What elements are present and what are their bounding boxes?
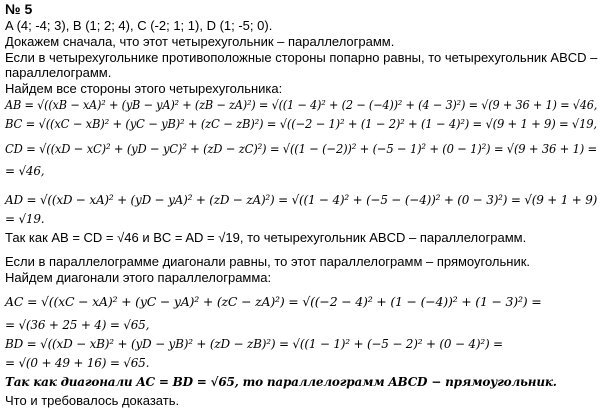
ac-result: = √(36 + 25 + 4) = √65, — [5, 318, 150, 332]
bd-formula: BD = √((xD − xB)² + (yD − yB)² + (zD − zB)²) = √((1 − 1)² + (−5 − 2)² + (0 − 4)²) = — [5, 337, 503, 351]
cd-formula: CD = √((xD − xC)² + (yD − yC)² + (zD − zC)²) = √((1 − (−2))² + (−5 − 1)² + (0 − 1)²) = √(9 + 36 + 1) = — [5, 141, 597, 156]
ad-result: = √19. — [5, 212, 45, 226]
problem-number: № 5 — [5, 1, 33, 17]
intro-line: Докажем сначала, что этот четырехугольник – параллелограмм. — [5, 34, 395, 49]
cd-result: = √46, — [5, 164, 45, 178]
final-line: Что и требовалось доказать. — [5, 393, 180, 408]
points-line: A (4; -4; 3), B (1; 2; 4), C (-2; 1; 1), D (1; -5; 0). — [5, 18, 273, 33]
ac-formula: AC = √((xC − xA)² + (yC − yA)² + (zC − zA)²) = √((−2 − 4)² + (1 − (−4))² + (1 − 3)²) = — [5, 294, 542, 309]
criterion-line-2: параллелограмм. — [5, 65, 112, 80]
ab-formula: AB = √((xB − xA)² + (yB − yA)² + (zB − zA)²) = √((1 − 4)² + (2 − (−4))² + (4 − 3)²) = √(9 + 36 + 1) = √46, — [5, 98, 598, 112]
bd-result: = √(0 + 49 + 16) = √65. — [5, 356, 150, 370]
sides-heading: Найдем все стороны этого четырехугольника: — [5, 81, 283, 96]
diagonal-condition: Если в параллелограмме диагонали равны, то этот параллелограмм – прямоугольник. — [5, 254, 531, 269]
diagonal-heading: Найдем диагонали этого параллелограмма: — [5, 270, 272, 285]
ad-formula: AD = √((xD − xA)² + (yD − yA)² + (zD − zA)²) = √((1 − 4)² + (−5 − (−4))² + (0 − 3)²) = √(9 + 1 + 9) — [5, 192, 598, 207]
parallelogram-conclusion: Так как AB = CD = √46 и BC = AD = √19, то четырехугольник ABCD – параллелограмм. — [5, 230, 527, 245]
criterion-line-1: Если в четырехугольнике противоположные стороны попарно равны, то четырехугольник ABCD – — [5, 50, 598, 65]
rectangle-conclusion: Так как диагонали AC = BD = √65, то параллелограмм ABCD − прямоугольник. — [5, 375, 557, 389]
bc-formula: BC = √((xC − xB)² + (yC − yB)² + (zC − zB)²) = √((−2 − 1)² + (1 − 2)² + (1 − 4)²) = √(9 + 1 + 9) = √19, — [5, 117, 597, 131]
